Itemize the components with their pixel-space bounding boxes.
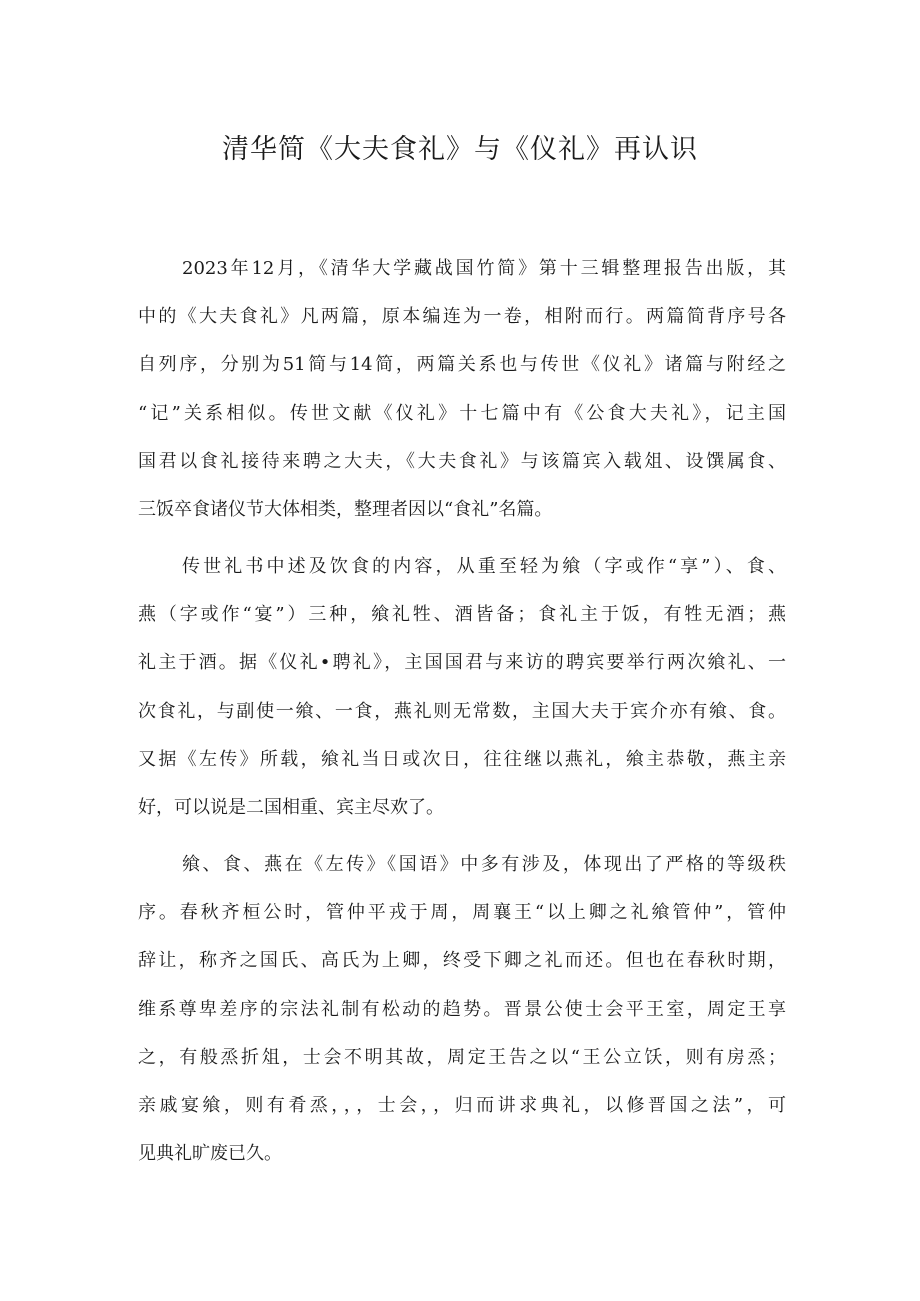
paragraph-line: 之，有般烝折俎，士会不明其故，周定王告之以“王公立饫，则有房烝；: [138, 1046, 786, 1068]
paragraph-line: 三饭卒食诸仪节大体相类，整理者因以“食礼”名篇。: [138, 499, 553, 521]
paragraph-line: “记”关系相似。传世文献《仪礼》十七篇中有《公食大夫礼》，记主国: [138, 402, 786, 424]
paragraph-3: [138, 841, 786, 1178]
paragraph-line: 国君以食礼接待来聘之大夫，《大夫食礼》与该篇宾入载俎、设馔属食、: [138, 450, 786, 472]
paragraph-1: [138, 245, 786, 534]
paragraph-line: 中的《大夫食礼》凡两篇，原本编连为一卷，相附而行。两篇简背序号各: [138, 306, 786, 328]
paragraph-2: [138, 543, 786, 832]
paragraph-line: 好，可以说是二国相重、宾主尽欢了。: [138, 797, 444, 819]
paragraph-line: 飨、食、燕在《左传》《国语》中多有涉及，体现出了严格的等级秩: [182, 854, 786, 875]
paragraph-line: 维系尊卑差序的宗法礼制有松动的趋势。晋景公使士会平王室，周定王享: [138, 998, 786, 1020]
paragraph-line: 序。春秋齐桓公时，管仲平戎于周，周襄王“以上卿之礼飨管仲”，管仲: [138, 902, 786, 924]
paragraph-line: 2023年12月，《清华大学藏战国竹简》第十三辑整理报告出版，其: [182, 258, 786, 279]
paragraph-line: 又据《左传》所载，飨礼当日或次日，往往继以燕礼，飨主恭敬，燕主亲: [138, 748, 786, 770]
paragraph-line: 见典礼旷废已久。: [138, 1143, 282, 1165]
paragraph-line: 传世礼书中述及饮食的内容，从重至轻为飨（字或作“享”）、食、: [182, 556, 786, 577]
paragraph-line: 礼主于酒。据《仪礼•聘礼》，主国国君与来访的聘宾要举行两次飨礼、一: [138, 652, 786, 674]
paragraph-line: 自列序，分别为51简与14简，两篇关系也与传世《仪礼》诸篇与附经之: [138, 354, 786, 376]
document-title: 清华简《大夫食礼》与《仪礼》再认识: [222, 134, 698, 165]
paragraph-line: 次食礼，与副使一飨、一食，燕礼则无常数，主国大夫于宾介亦有飨、食。: [138, 700, 786, 722]
paragraph-line: 辞让，称齐之国氏、高氏为上卿，终受下卿之礼而还。但也在春秋时期，: [138, 950, 786, 972]
paragraph-line: 燕（字或作“宴”）三种，飨礼牲、酒皆备；食礼主于饭，有牲无酒；燕: [138, 604, 786, 626]
paragraph-line: 亲戚宴飨，则有肴烝，，，士会，，归而讲求典礼，以修晋国之法”，可: [138, 1095, 786, 1117]
